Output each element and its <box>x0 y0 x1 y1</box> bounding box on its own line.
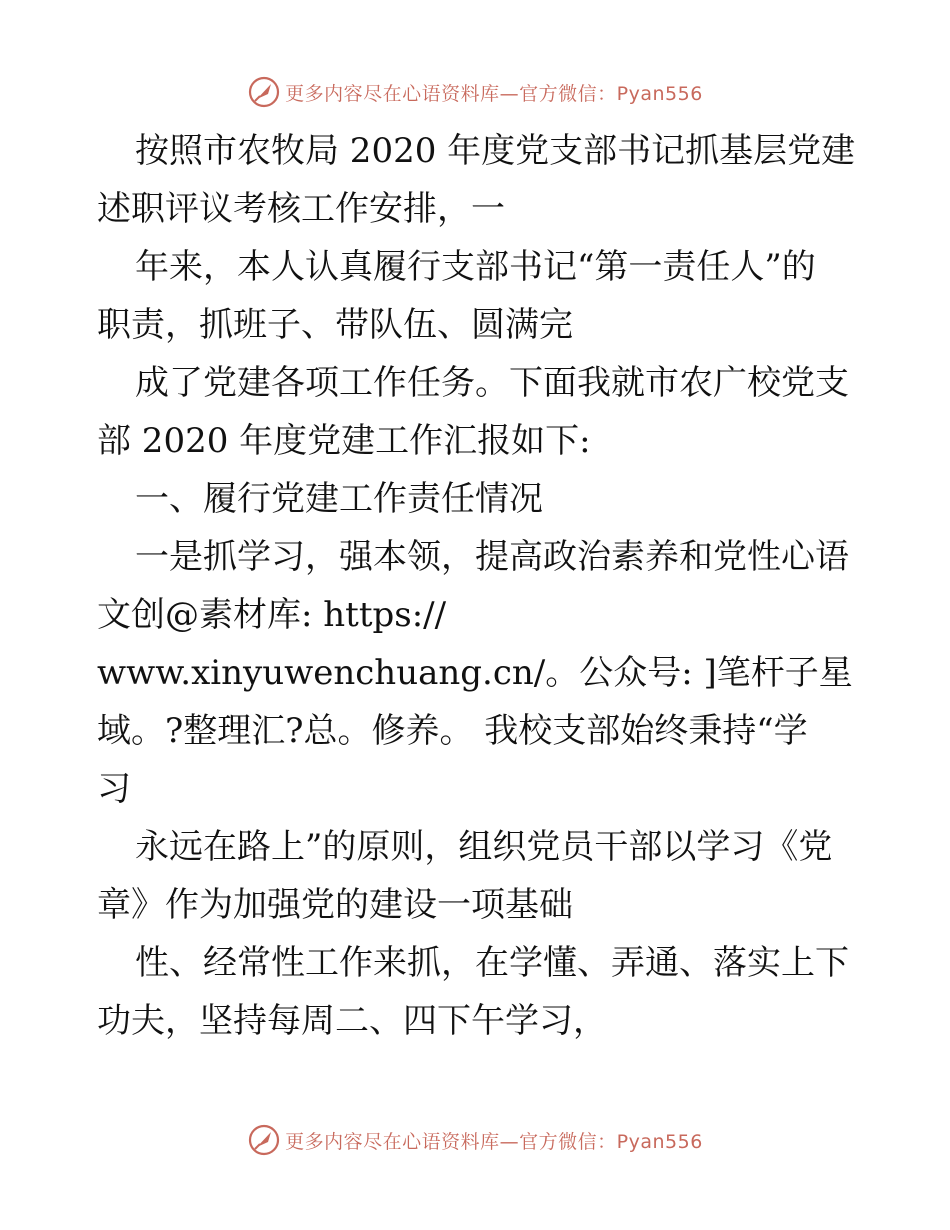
paragraph-2 <box>97 238 857 354</box>
text-line: 一是抓学习，强本领，提高政治素养和党性心语 <box>135 537 849 577</box>
text-line: 职责，抓班子、带队伍、圆满完 <box>97 305 573 345</box>
text-line: 文创@素材库: https:// <box>97 595 447 635</box>
text-line: 永远在路上”的原则，组织党员干部以学习《党 <box>135 827 833 867</box>
text-line: www.xinyuwenchuang.cn/。公众号: ]笔杆子星 <box>97 653 853 693</box>
banner-text: 更多内容尽在心语资料库—官方微信：Pyan556 <box>285 1130 703 1153</box>
text-line: 习 <box>97 769 131 809</box>
paragraph-7 <box>97 934 857 1050</box>
text-line: 域。?整理汇?总。修养。 我校支部始终秉持“学 <box>97 711 808 751</box>
text-line: 部 2020 年度党建工作汇报如下: <box>97 421 591 461</box>
text-line: 一、履行党建工作责任情况 <box>135 479 543 519</box>
header-banner <box>0 72 950 112</box>
footer-banner <box>0 1120 950 1160</box>
paragraph-3 <box>97 354 857 470</box>
paragraph-1 <box>97 122 857 238</box>
text-line: 性、经常性工作来抓，在学懂、弄通、落实上下 <box>135 943 849 983</box>
quill-logo-icon <box>247 75 281 109</box>
text-line: 按照市农牧局 2020 年度党支部书记抓基层党建 <box>135 131 856 171</box>
text-line: 功夫，坚持每周二、四下午学习， <box>97 1001 607 1041</box>
quill-logo-icon <box>247 1123 281 1157</box>
banner-text: 更多内容尽在心语资料库—官方微信：Pyan556 <box>285 82 703 105</box>
paragraph-5 <box>97 528 857 818</box>
paragraph-6 <box>97 818 857 934</box>
section-heading <box>97 470 857 528</box>
document-body <box>97 122 857 1050</box>
text-line: 成了党建各项工作任务。下面我就市农广校党支 <box>135 363 849 403</box>
text-line: 述职评议考核工作安排，一 <box>97 189 505 229</box>
text-line: 年来，本人认真履行支部书记“第一责任人”的 <box>135 247 816 287</box>
text-line: 章》作为加强党的建设一项基础 <box>97 885 573 925</box>
